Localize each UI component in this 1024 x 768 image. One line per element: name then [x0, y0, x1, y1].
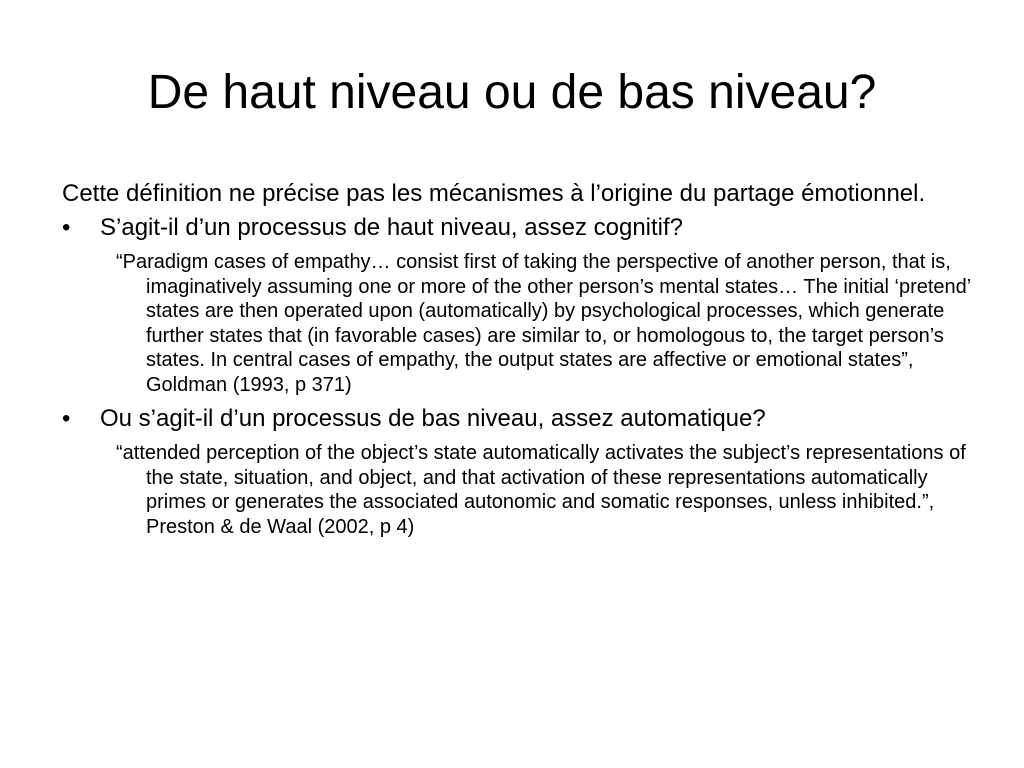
bullet-item-high-level	[62, 214, 972, 242]
bullet-text: S’agit-il d’un processus de haut niveau, assez cognitif?	[100, 214, 684, 241]
slide-body	[62, 180, 972, 547]
slide-title: De haut niveau ou de bas niveau?	[147, 66, 877, 119]
bullet-item-low-level	[62, 405, 972, 433]
bullet-text: Ou s’agit-il d’un processus de bas niveau, assez automatique?	[100, 405, 766, 432]
bullet-marker: •	[62, 405, 71, 432]
quote-goldman: “Paradigm cases of empathy… consist first of taking the perspective of another person, that is, imaginatively assuming one or more of the other person’s mental states… The initial ‘pretend’ states are then operated upon (automatically) by psychological processes, which generate further states that (in favorable cases) are similar to, or homologous to, the target person’s states. In central cases of empathy, the output states are affective or emotional states”, Goldman (1993, p 371)	[116, 251, 971, 396]
intro-paragraph: Cette définition ne précise pas les mécanismes à l’origine du partage émotionnel.	[62, 180, 926, 207]
quote-preston-de-waal: “attended perception of the object’s state automatically activates the subject’s representations of the state, situation, and object, and that activation of these representations automatically primes or generates the associated autonomic and somatic responses, unless inhibited.”, Preston & de Waal (2002, p 4)	[116, 442, 966, 538]
bullet-marker: •	[62, 214, 71, 241]
